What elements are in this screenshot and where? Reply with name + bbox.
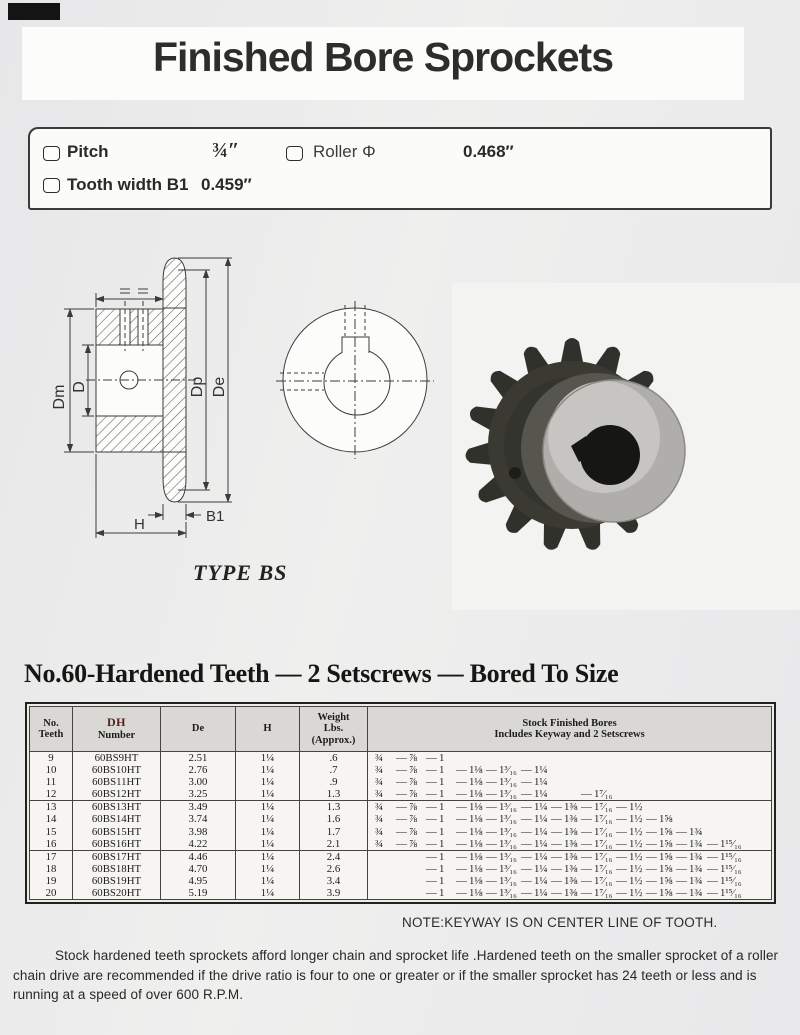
col-header: H [236, 707, 300, 752]
tooth-width-label: Tooth width B1 [67, 175, 189, 194]
col-header: De [161, 707, 236, 752]
cross-section-drawing [28, 237, 460, 609]
footer-paragraph: Stock hardened teeth sprockets afford longer chain and sprocket life .Hardened teeth on the smaller sprocket of a roller chain drive are recommended if the drive ratio is four to one or greater or if the smaller sprocket has 24 teeth or less and is running at a speed of over 600 R.P.M. [13, 948, 779, 1002]
table-row: 19 60BS19HT 4.95 1¼ 3.4 — 1 — 1⅛ — 1³⁄₁₆ — 1¼ — 1⅜ — 1⁷⁄₁₆ — 1½ — 1⅝ — 1¾ — 1¹⁵⁄₁₆ [30, 875, 772, 887]
checkbox-icon [43, 178, 60, 193]
dim-label-h: H [134, 516, 145, 533]
table-head [30, 707, 772, 752]
pitch-value: ¾″ [212, 138, 240, 162]
dim-label-dp: Dp [189, 376, 206, 398]
table-row: 17 60BS17HT 4.46 1¼ 2.4 — 1 — 1⅛ — 1³⁄₁₆ — 1¼ — 1⅜ — 1⁷⁄₁₆ — 1½ — 1⅝ — 1¾ — 1¹⁵⁄₁₆ [30, 850, 772, 863]
table-row: 20 60BS20HT 5.19 1¼ 3.9 — 1 — 1⅛ — 1³⁄₁₆ — 1¼ — 1⅜ — 1⁷⁄₁₆ — 1½ — 1⅝ — 1¾ — 1¹⁵⁄₁₆ [30, 887, 772, 900]
checkbox-icon [286, 146, 303, 161]
dim-label-b1: B1 [206, 508, 225, 525]
table-row: 9 60BS9HT 2.51 1¼ .6 ¾ — ⅞ — 1 [30, 752, 772, 765]
table-row: 14 60BS14HT 3.74 1¼ 1.6 ¾ — ⅞ — 1 — 1⅛ — 1³⁄₁₆ — 1¼ — 1⅜ — 1⁷⁄₁₆ — 1½ — 1⅝ [30, 813, 772, 825]
tooth-width-value: 0.459″ [201, 175, 252, 194]
pitch-label: Pitch [67, 142, 109, 161]
specs-box [28, 127, 772, 210]
col-header: No. Teeth [30, 707, 73, 752]
col-header: DH Number [73, 707, 161, 752]
dim-label-dm: Dm [51, 384, 68, 410]
table-row: 11 60BS11HT 3.00 1¼ .9 ¾ — ⅞ — 1 — 1⅛ — 1³⁄₁₆ — 1¼ [30, 776, 772, 788]
checkbox-icon [43, 146, 60, 161]
table-row: 15 60BS15HT 3.98 1¼ 1.7 ¾ — ⅞ — 1 — 1⅛ — 1³⁄₁₆ — 1¼ — 1⅜ — 1⁷⁄₁₆ — 1½ — 1⅝ — 1¾ [30, 826, 772, 838]
table-row: 16 60BS16HT 4.22 1¼ 2.1 ¾ — ⅞ — 1 — 1⅛ — 1³⁄₁₆ — 1¼ — 1⅜ — 1⁷⁄₁₆ — 1½ — 1⅝ — 1¾ — 1¹⁵⁄₁₆ [30, 838, 772, 851]
table-row: 10 60BS10HT 2.76 1¼ .7 ¾ — ⅞ — 1 — 1⅛ — 1³⁄₁₆ — 1¼ [30, 764, 772, 776]
sprocket-table [29, 706, 772, 900]
sprocket-photo [452, 283, 800, 610]
section-heading: No.60-Hardened Teeth — 2 Setscrews — Bored To Size [24, 659, 619, 688]
col-header: Weight Lbs. (Approx.) [300, 707, 368, 752]
setscrew-dot [509, 467, 521, 479]
keyway-note: NOTE:KEYWAY IS ON CENTER LINE OF TOOTH. [402, 915, 718, 930]
table-row: 13 60BS13HT 3.49 1¼ 1.3 ¾ — ⅞ — 1 — 1⅛ — 1³⁄₁₆ — 1¼ — 1⅜ — 1⁷⁄₁₆ — 1½ [30, 801, 772, 814]
dim-label-de: De [211, 376, 228, 398]
scan-artifact-mark [8, 3, 60, 20]
col-header: Stock Finished Bores Includes Keyway and 2 Setscrews [368, 707, 772, 752]
table-wrap [25, 702, 776, 904]
page-title: Finished Bore Sprockets [152, 34, 613, 80]
dim-label-d: D [71, 381, 88, 393]
roller-label: Roller Φ [313, 142, 376, 161]
type-label: TYPE BS [193, 560, 288, 585]
table-row: 12 60BS12HT 3.25 1¼ 1.3 ¾ — ⅞ — 1 — 1⅛ — 1³⁄₁₆ — 1¼ — 1⁷⁄₁₆ [30, 788, 772, 801]
roller-value: 0.468″ [463, 142, 514, 161]
table-body [30, 752, 772, 900]
table-row: 18 60BS18HT 4.70 1¼ 2.6 — 1 — 1⅛ — 1³⁄₁₆ — 1¼ — 1⅜ — 1⁷⁄₁₆ — 1½ — 1⅝ — 1¾ — 1¹⁵⁄₁₆ [30, 863, 772, 875]
